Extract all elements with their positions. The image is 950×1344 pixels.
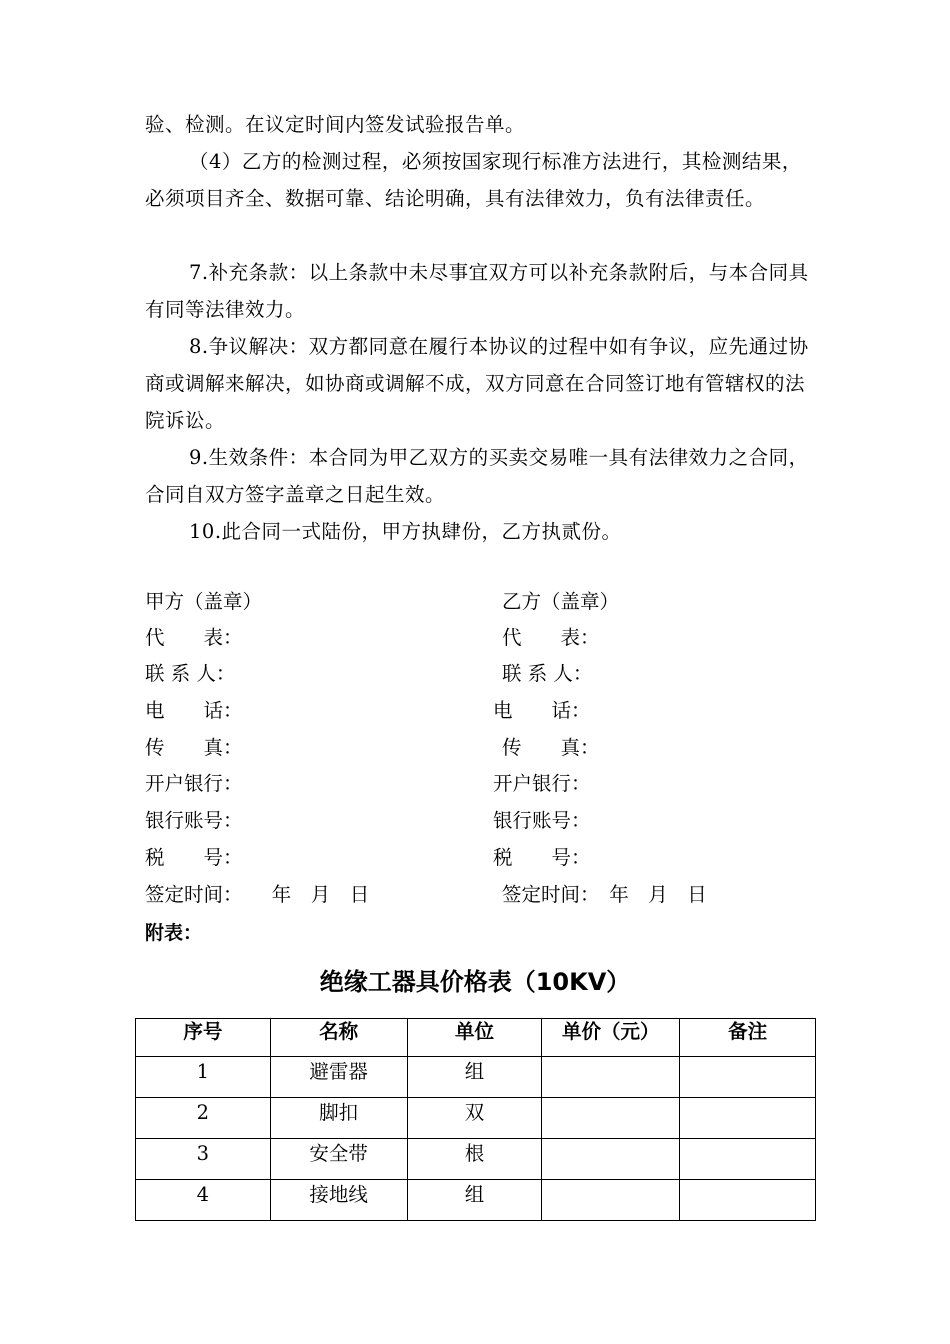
paragraph-testing: （4）乙方的检测过程，必须按国家现行标准方法进行，其检测结果，必须项目齐全、数据可靠、结论明确，具有法律效力，负有法律责任。 <box>145 150 802 210</box>
party-b-date: 签定时间： 年 月 日 <box>502 883 707 906</box>
header-price: 单价（元） <box>542 1019 680 1057</box>
party-b-fax: 传 真： <box>502 736 600 759</box>
party-b-account: 银行账号： <box>493 809 591 832</box>
cell-name: 脚扣 <box>270 1098 407 1139</box>
cell-price <box>542 1098 680 1139</box>
cell-remark <box>680 1180 816 1221</box>
table-row <box>136 1098 816 1139</box>
party-a-contact: 联 系 人： <box>145 662 236 685</box>
cell-name: 安全带 <box>270 1139 407 1180</box>
paragraph-dispute: 8.争议解决：双方都同意在履行本协议的过程中如有争议，应先通过协商或调解来解决，如协商或调解不成，双方同意在合同签订地有管辖权的法院诉讼。 <box>145 335 809 432</box>
party-a-title: 甲方（盖章） <box>145 590 263 613</box>
party-a-date: 签定时间： 年 月 日 <box>145 883 370 906</box>
party-b-phone: 电 话： <box>493 699 591 722</box>
cell-index: 3 <box>136 1139 271 1180</box>
cell-name: 避雷器 <box>270 1057 407 1098</box>
appendix-label: 附表： <box>145 922 203 944</box>
paragraph-1: 验、检测。在议定时间内签发试验报告单。 <box>145 113 526 136</box>
header-index: 序号 <box>136 1019 271 1057</box>
header-remark: 备注 <box>680 1019 816 1057</box>
party-a-fax: 传 真： <box>145 736 243 759</box>
cell-price <box>542 1057 680 1098</box>
party-b-title: 乙方（盖章） <box>502 590 620 613</box>
cell-unit: 组 <box>407 1057 542 1098</box>
cell-index: 4 <box>136 1180 271 1221</box>
party-b-rep: 代 表： <box>502 626 600 649</box>
cell-unit: 根 <box>407 1139 542 1180</box>
cell-index: 2 <box>136 1098 271 1139</box>
paragraph-supplement: 7.补充条款：以上条款中未尽事宜双方可以补充条款附后，与本合同具有同等法律效力。 <box>145 261 809 321</box>
table-row <box>136 1139 816 1180</box>
header-name: 名称 <box>270 1019 407 1057</box>
party-b-bank: 开户银行： <box>493 772 591 795</box>
cell-unit: 双 <box>407 1098 542 1139</box>
cell-index: 1 <box>136 1057 271 1098</box>
table-header-row <box>136 1019 816 1057</box>
cell-remark <box>680 1139 816 1180</box>
cell-unit: 组 <box>407 1180 542 1221</box>
party-b-contact: 联 系 人： <box>502 662 593 685</box>
table-row <box>136 1057 816 1098</box>
paragraph-copies: 10.此合同一式陆份，甲方执肆份，乙方执贰份。 <box>189 520 622 543</box>
party-b-tax: 税 号： <box>493 846 591 869</box>
cell-name: 接地线 <box>270 1180 407 1221</box>
paragraph-effective: 9.生效条件：本合同为甲乙双方的买卖交易唯一具有法律效力之合同，合同自双方签字盖章之日起生效。 <box>145 446 809 506</box>
table-row <box>136 1180 816 1221</box>
cell-price <box>542 1139 680 1180</box>
table-title: 绝缘工器具价格表（10KV） <box>319 968 631 996</box>
party-a-bank: 开户银行： <box>145 772 243 795</box>
cell-remark <box>680 1098 816 1139</box>
party-a-phone: 电 话： <box>145 699 243 722</box>
price-table <box>135 1018 816 1221</box>
header-unit: 单位 <box>407 1019 542 1057</box>
cell-price <box>542 1180 680 1221</box>
cell-remark <box>680 1057 816 1098</box>
party-a-tax: 税 号： <box>145 846 243 869</box>
party-a-account: 银行账号： <box>145 809 243 832</box>
party-a-rep: 代 表： <box>145 626 243 649</box>
